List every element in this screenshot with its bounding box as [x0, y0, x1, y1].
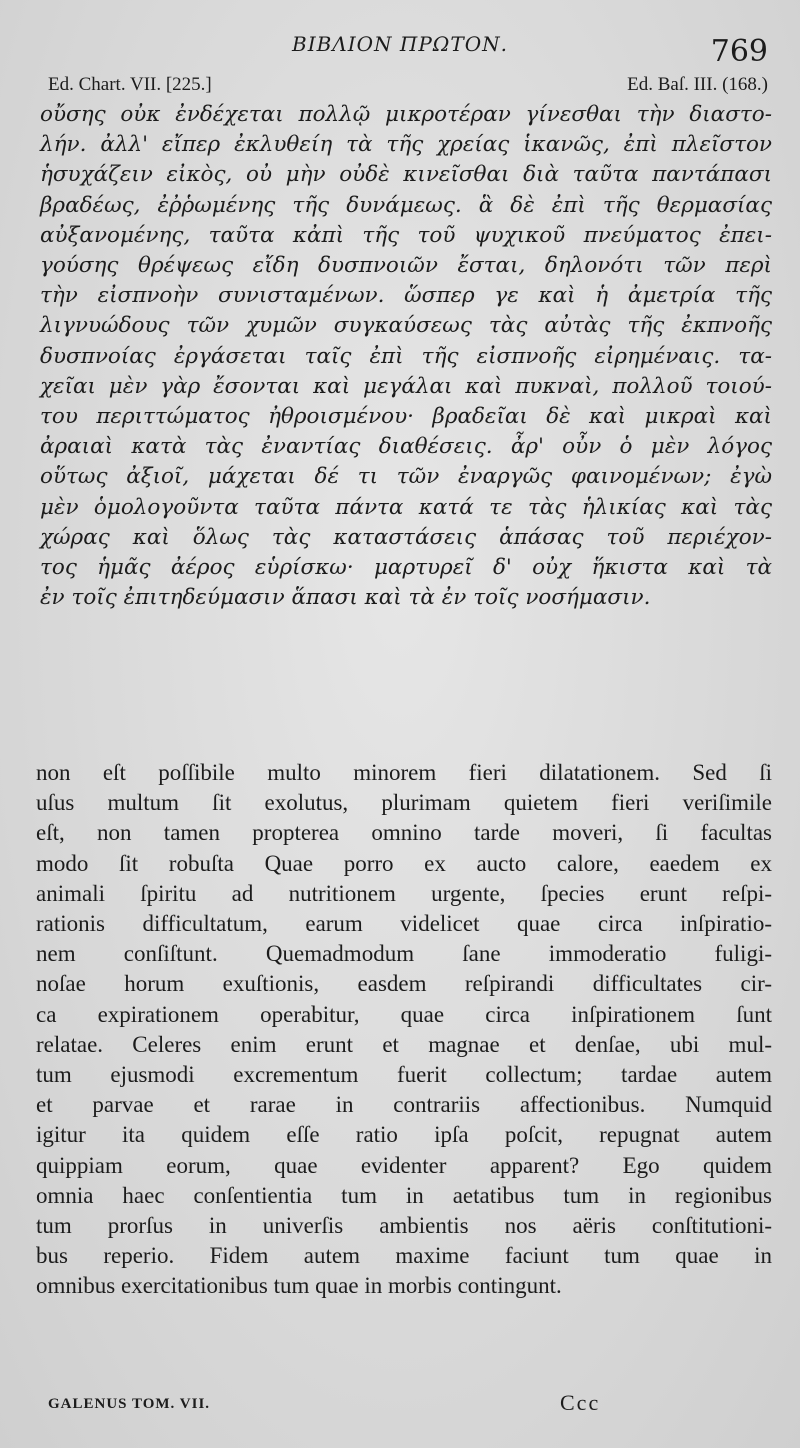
greek-line: βραδέως, ἐῤῥωμένης τῆς δυνάμεως. ἃ δὲ ἐπὶ τῆς θερμασίας: [40, 192, 772, 218]
edition-basel-ref: Ed. Baſ. III. (168.): [627, 74, 768, 95]
page-number: 769: [710, 34, 768, 69]
latin-line: uſus multum ſit exolutus, plurimam quietem fieri veriſimile: [36, 790, 772, 816]
greek-line: μὲν ὁμολογοῦντα ταῦτα πάντα κατά τε τὰς ἡλικίας καὶ τὰς: [40, 494, 772, 520]
latin-line: igitur ita quidem eſſe ratio ipſa poſcit, repugnat autem: [36, 1122, 772, 1148]
latin-line: noſae horum exuſtionis, easdem reſpirandi difficultates cir-: [36, 971, 772, 997]
latin-line: non eſt poſſibile multo minorem fieri dilatationem. Sed ſi: [36, 760, 772, 785]
greek-line: λήν. ἀλλ' εἴπερ ἐκλυθείη τὰ τῆς χρείας ἱκανῶς, ἐπὶ πλεῖστον: [40, 132, 772, 158]
latin-line: tum prorſus in univerſis ambientis nos aëris conſtitutioni-: [36, 1213, 772, 1239]
latin-line: animali ſpiritu ad nutritionem urgente, ſpecies erunt reſpi-: [36, 880, 772, 906]
greek-line: χεῖαι μὲν γὰρ ἔσονται καὶ μεγάλαι καὶ πυκναὶ, πολλοῦ τοιού-: [40, 373, 772, 399]
edition-chartier-ref: Ed. Chart. VII. [225.]: [48, 74, 212, 95]
greek-line: γούσης θρέψεως εἴδη δυσπνοιῶν ἔσται, δηλονότι τῶν περὶ: [40, 253, 772, 279]
latin-line: et parvae et rarae in contrariis affectionibus. Numquid: [36, 1092, 772, 1118]
latin-line: relatae. Celeres enim erunt et magnae et denſae, ubi mul-: [36, 1031, 772, 1057]
greek-line: οὔσης οὐκ ἐνδέχεται πολλῷ μικροτέραν γίνεσθαι τὴν διαστο-: [40, 102, 772, 127]
footer-volume: GALENUS TOM. VII.: [48, 1396, 211, 1412]
latin-line: ca expirationem operabitur, quae circa inſpirationem ſunt: [36, 1001, 772, 1027]
greek-text-block: [40, 100, 772, 613]
latin-line: omnia haec conſentientia tum in aetatibus tum in regionibus: [36, 1182, 772, 1208]
greek-line: δυσπνοίας ἐργάσεται ταῖς ἐπὶ τῆς εἰσπνοῆς εἰρημέναις. τα-: [40, 343, 772, 369]
greek-line: λιγνυώδους τῶν χυμῶν συγκαύσεως τὰς αὐτὰς τῆς ἐκπνοῆς: [40, 313, 772, 339]
latin-text-block: [36, 758, 772, 1302]
latin-line: modo ſit robuſta Quae porro ex aucto calore, eaedem ex: [36, 850, 772, 876]
footer-signature: Ccc: [560, 1390, 601, 1415]
greek-line: χώρας καὶ ὅλως τὰς καταστάσεις ἁπάσας τοῦ περιέχον-: [40, 524, 772, 550]
latin-line: bus reperio. Fidem autem maxime faciunt tum quae in: [36, 1243, 772, 1269]
latin-line: nem conſiſtunt. Quemadmodum ſane immoderatio fuligi-: [36, 941, 772, 967]
greek-line: οὕτως ἀξιοῖ, μάχεται δέ τι τῶν ἐναργῶς φαινομένων; ἐγὼ: [40, 464, 772, 490]
greek-line: τος ἡμᾶς ἀέρος εὑρίσκω· μαρτυρεῖ δ' οὐχ ἥκιστα καὶ τὰ: [40, 555, 772, 581]
latin-line: eſt, non tamen propterea omnino tarde moveri, ſi facultas: [36, 820, 772, 846]
greek-line: ἡσυχάζειν εἰκὸς, οὐ μὴν οὐδὲ κινεῖσθαι διὰ ταῦτα παντάπασι: [40, 162, 772, 188]
running-title: ΒΙΒΛΙΟΝ ΠΡΩΤΟΝ.: [292, 32, 508, 56]
latin-line: rationis difficultatum, earum videlicet quae circa inſpiratio-: [36, 911, 772, 937]
greek-line: ἐν τοῖς ἐπιτηδεύμασιν ἅπασι καὶ τὰ ἐν τοῖς νοσήμασιν.: [40, 585, 651, 611]
greek-line: τὴν εἰσπνοὴν συνισταμένων. ὥσπερ γε καὶ ἡ ἀμετρία τῆς: [40, 283, 772, 309]
latin-line: tum ejusmodi excrementum fuerit collectum; tardae autem: [36, 1062, 772, 1088]
greek-line: ἀραιαὶ κατὰ τὰς ἐναντίας διαθέσεις. ἆρ' οὖν ὁ μὲν λόγος: [40, 434, 772, 460]
greek-line: του περιττώματος ἠθροισμένου· βραδεῖαι δὲ καὶ μικραὶ καὶ: [40, 404, 772, 430]
latin-line: omnibus exercitationibus tum quae in morbis contingunt.: [36, 1273, 562, 1299]
greek-line: αὐξανομένης, ταῦτα κἀπὶ τῆς τοῦ ψυχικοῦ πνεύματος ἐπει-: [40, 222, 772, 248]
latin-line: quippiam eorum, quae evidenter apparent? Ego quidem: [36, 1152, 772, 1178]
